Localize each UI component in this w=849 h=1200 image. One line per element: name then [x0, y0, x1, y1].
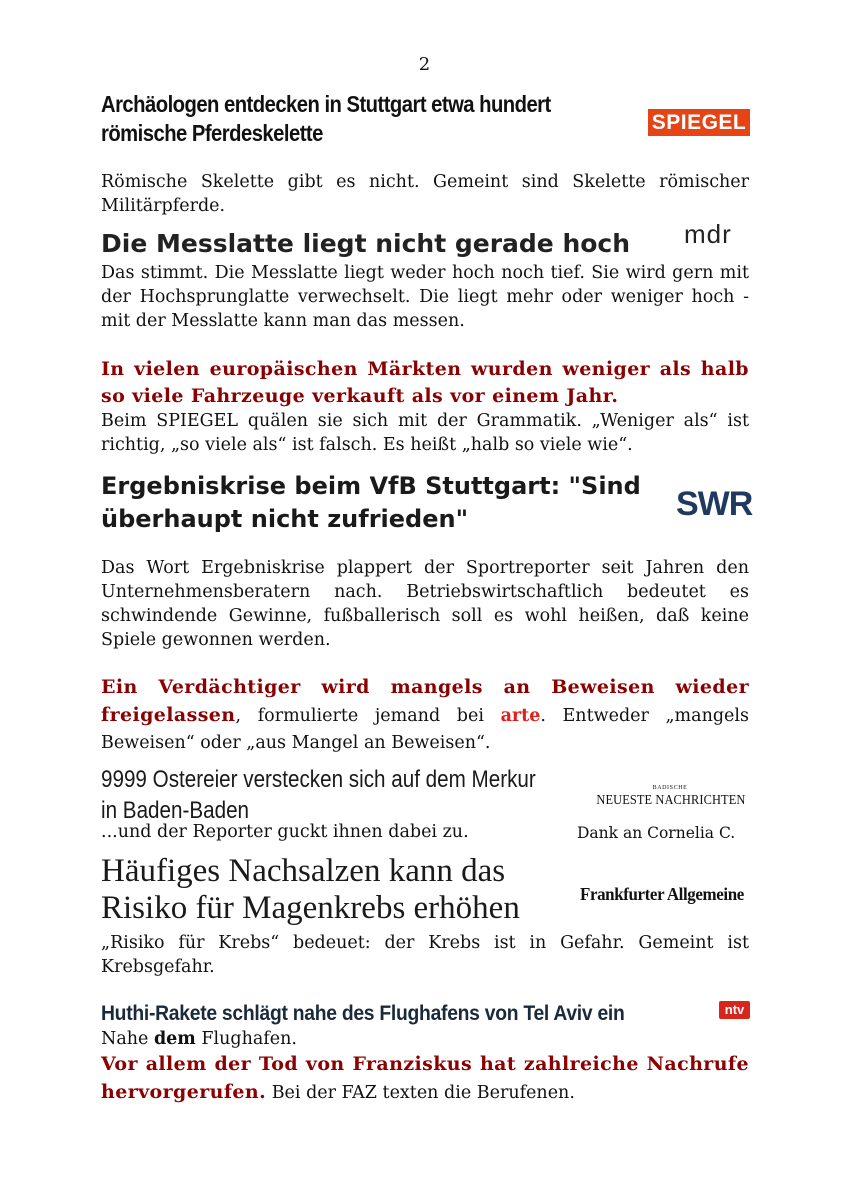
comment-text: Bei der FAZ texten die Berufenen. [266, 1083, 575, 1103]
comment-swr: Das Wort Ergebniskrise plappert der Sportreporter seit Jahren den Unternehmensberatern nach. Betriebswirtschaftlich bedeutet es schwindende Gewinne, fußballerisch soll es wohl heißen, daß keine Spiele gewonnen werden. [101, 558, 749, 650]
ntv-logo: ntv [719, 1001, 750, 1019]
arte-source: arte [500, 706, 541, 726]
comment-spiegel: Römische Skelette gibt es nicht. Gemeint sind Skelette römischer Militärpferde. [101, 172, 749, 216]
comment-faz: „Risiko für Krebs“ bedeuet: der Krebs ist in Gefahr. Gemeint ist Krebsgefahr. [101, 933, 749, 977]
comment-text: , formulierte jemand bei [235, 706, 501, 726]
headline-faz [101, 853, 520, 927]
comment-grammatik: Beim SPIEGEL quälen sie sich mit der Grammatik. „Weniger als“ ist richtig, „so viele als“ ist falsch. Es heißt „halb so viele wie“. [101, 411, 749, 455]
headline-line: römische Pferdeskelette [101, 120, 323, 146]
swr-logo: SWR [676, 485, 753, 523]
page-number: 2 [418, 54, 431, 75]
headline-line: 9999 Ostereier verstecken sich auf dem Merkur [101, 766, 536, 793]
comment-text: . Entweder „mangels Beweisen“ oder „aus Mangel an Beweisen“. [101, 706, 749, 753]
faz-logo: Frankfurter Allgemeine [580, 884, 744, 904]
franziskus-paragraph [101, 1051, 749, 1107]
headline-line: in Baden-Baden [101, 797, 250, 824]
headline-line: Häufiges Nachsalzen kann das [101, 853, 506, 889]
headline-red-franziskus: Vor allem der Tod von Franziskus hat zahlreiche Nachrufe hervorgerufen. [101, 1053, 749, 1103]
headline-mdr: Die Messlatte liegt nicht gerade hoch [101, 229, 631, 258]
comment-text: Nahe [101, 1029, 154, 1049]
headline-line: Archäologen entdecken in Stuttgart etwa hundert [101, 91, 551, 117]
headline-red-verdaechtiger: Ein Verdächtiger wird mangels an Beweisen wieder freigelassen [101, 676, 749, 726]
spiegel-logo: SPIEGEL [648, 109, 750, 136]
comment-bnn: ...und der Reporter guckt ihnen dabei zu. [101, 822, 469, 842]
comment-ntv [101, 1027, 297, 1051]
headline-line: Risiko für Magenkrebs erhöhen [101, 890, 520, 926]
bnn-logo-main: NEUESTE NACHRICHTEN [596, 792, 746, 807]
comment-mdr: Das stimmt. Die Messlatte liegt weder hoch noch tief. Sie wird gern mit der Hochsprunglatte verwechselt. Die liegt mehr oder weniger hoch - mit der Messlatte kann man das messen. [101, 263, 749, 331]
headline-ntv: Huthi-Rakete schlägt nahe des Flughafens von Tel Aviv ein [101, 1002, 625, 1025]
headline-red-maerkte: In vielen europäischen Märkten wurden weniger als halb so viele Fahrzeuge verkauft als vor einem Jahr. [101, 358, 749, 407]
bnn-logo-small: BADISCHE [652, 785, 688, 791]
headline-bnn [101, 764, 536, 826]
headline-line: überhaupt nicht zufrieden" [101, 505, 469, 533]
comment-bold: dem [153, 1029, 196, 1049]
headline-swr [101, 470, 641, 536]
credit: Dank an Cornelia C. [577, 824, 736, 842]
headline-line: Ergebniskrise beim VfB Stuttgart: "Sind [101, 472, 641, 500]
mdr-logo: mdr [684, 219, 732, 249]
headline-spiegel [101, 90, 551, 148]
arte-paragraph [101, 674, 749, 757]
comment-text: Flughafen. [195, 1029, 297, 1049]
bnn-logo [590, 784, 750, 808]
